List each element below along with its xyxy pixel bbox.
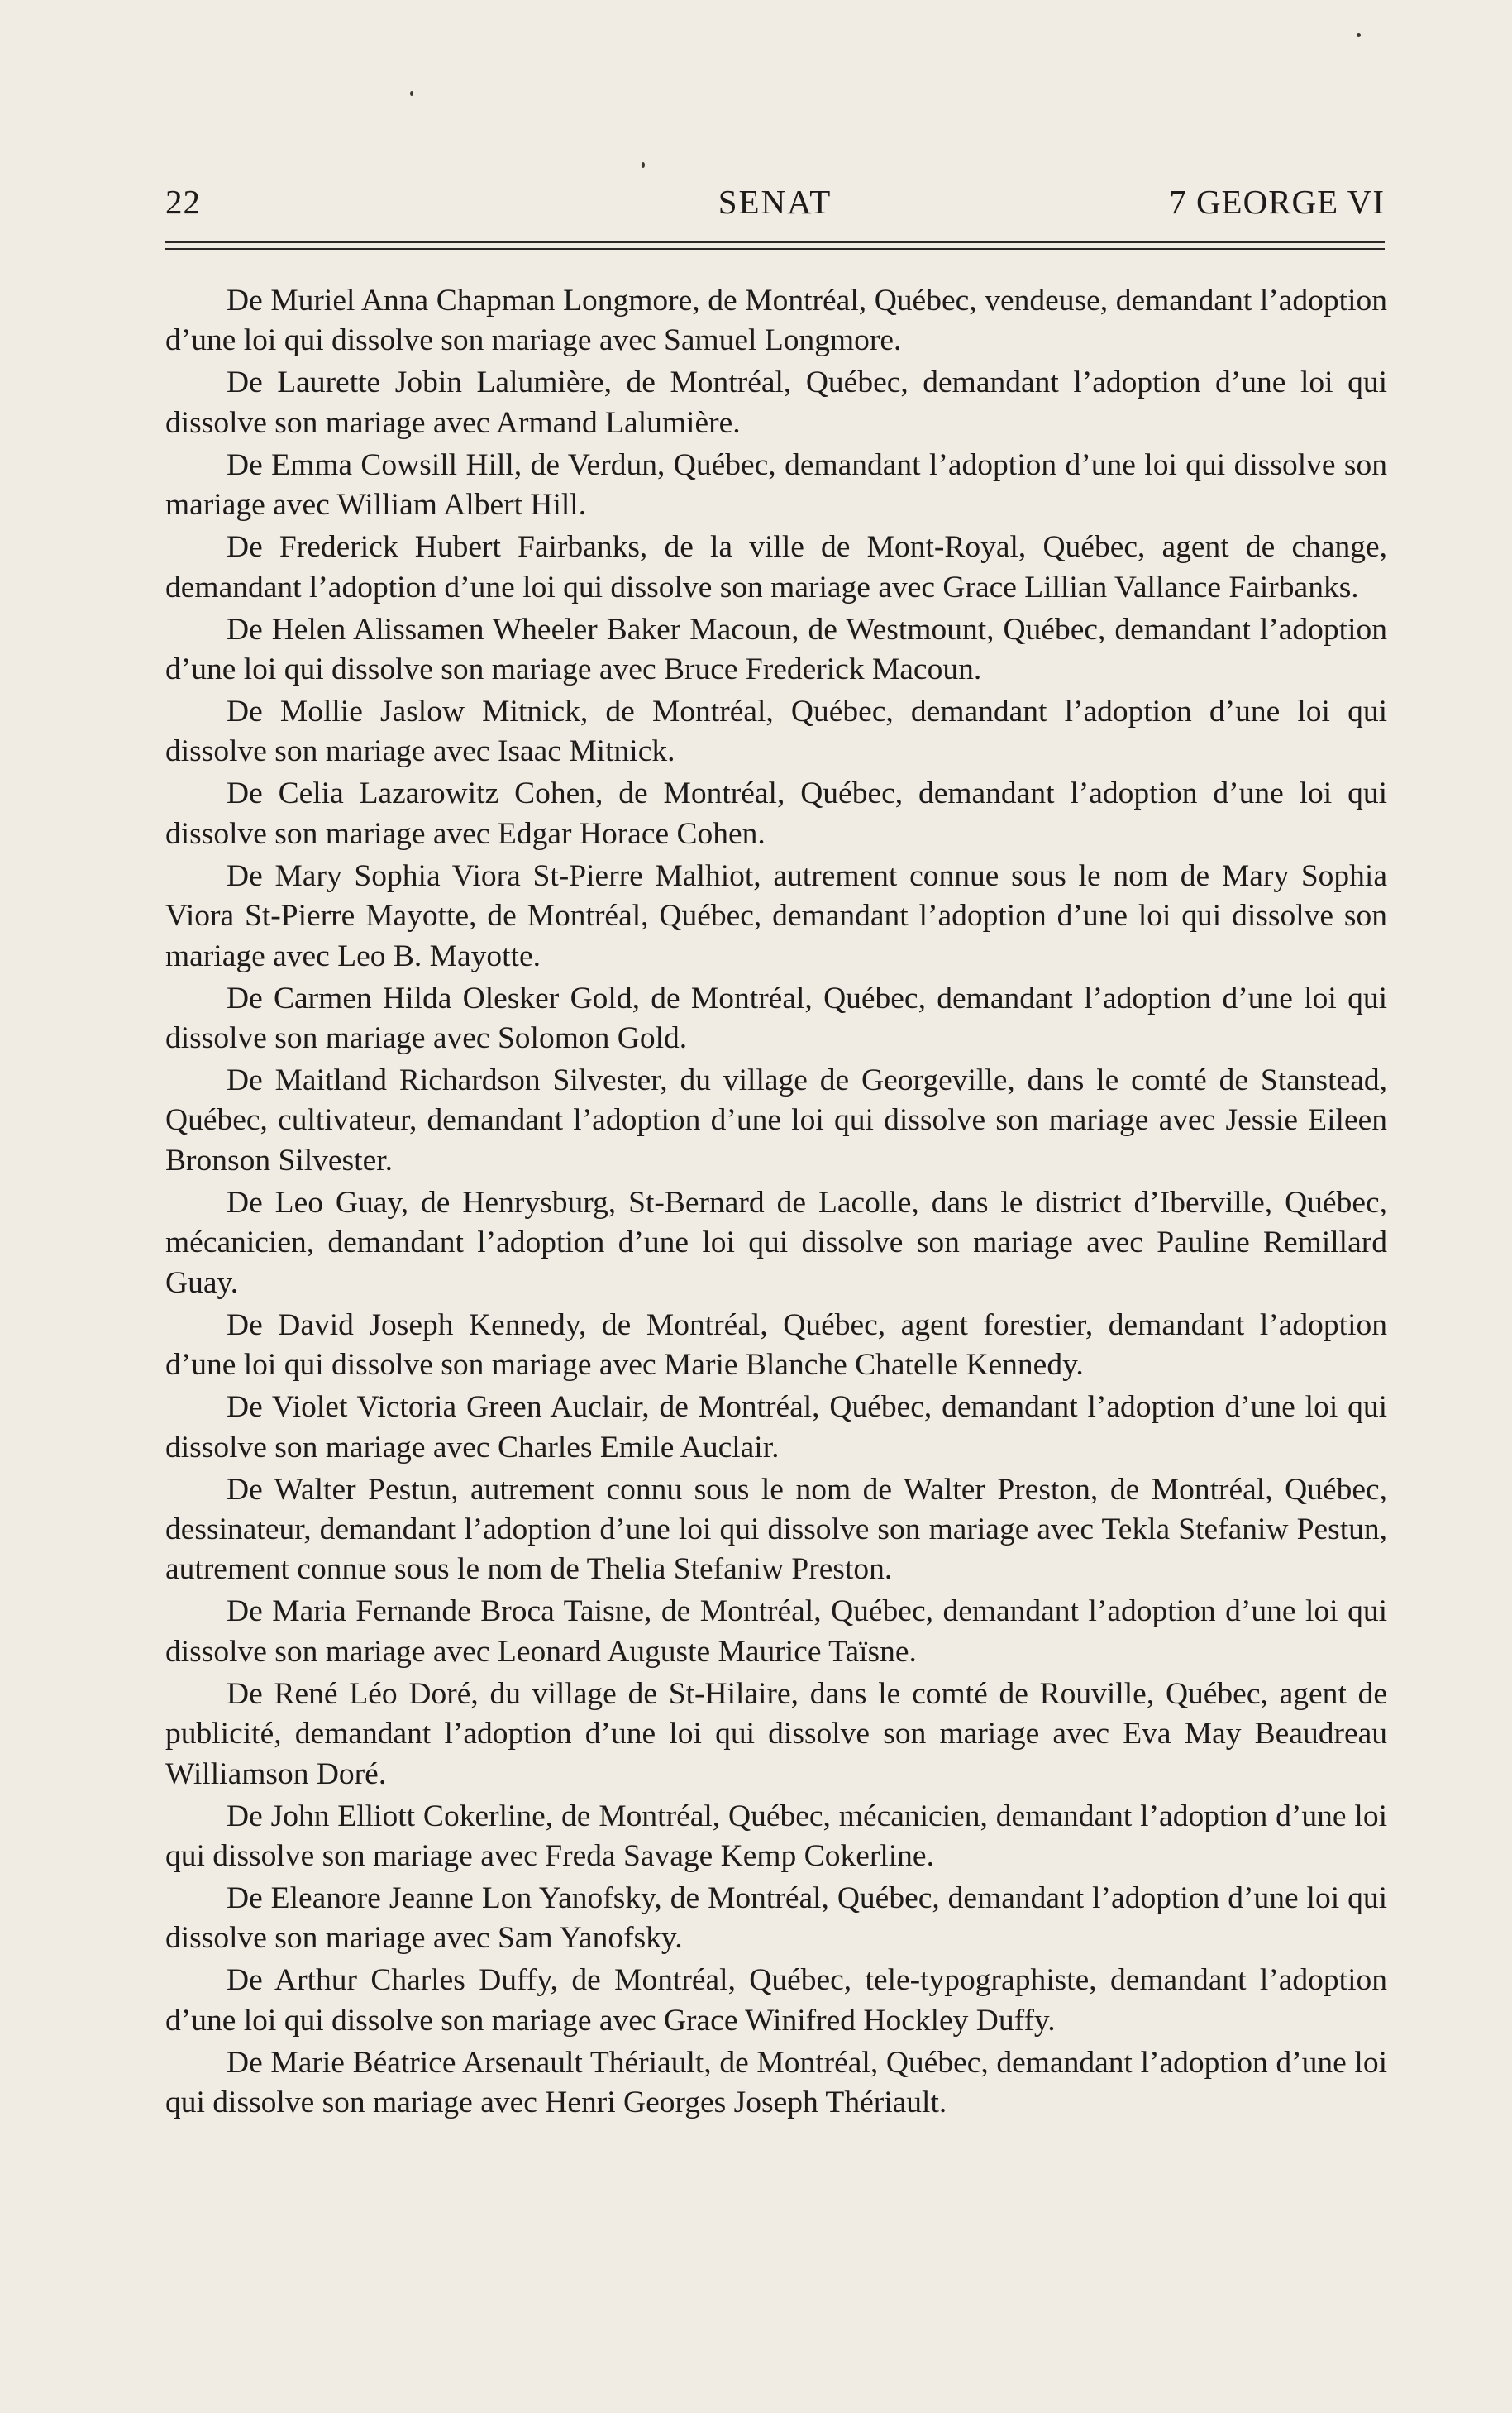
petition-entry: De Frederick Hubert Fairbanks, de la ville de Mont-Royal, Québec, agent de change, demandant l’adoption d’une loi qui dissolve son mariage avec Grace Lillian Vallance Fairbanks. xyxy=(165,530,1387,604)
petition-entry: De John Elliott Cokerline, de Montréal, Québec, mécanicien, demandant l’adoption d’une loi qui dissolve son mariage avec Freda Savage Kemp Cokerline. xyxy=(165,1799,1387,1873)
petition-entry: De Mary Sophia Viora St-Pierre Malhiot, autrement connue sous le nom de Mary Sophia Viora St-Pierre Mayotte, de Montréal, Québec, demandant l’adoption d’une loi qui dissolve son mariage avec Leo B. Mayotte. xyxy=(165,858,1387,973)
petition-entry: De Emma Cowsill Hill, de Verdun, Québec, demandant l’adoption d’une loi qui dissolve son mariage avec William Albert Hill. xyxy=(165,447,1387,523)
petition-entry: De Carmen Hilda Olesker Gold, de Montréal, Québec, demandant l’adoption d’une loi qui dissolve son mariage avec Solomon Gold. xyxy=(165,981,1387,1056)
section-title: SENAT xyxy=(718,183,832,221)
header-rule-top xyxy=(165,241,1385,243)
petition-entry: De Arthur Charles Duffy, de Montréal, Québec, tele-typographiste, demandant l’adoption d’une loi qui dissolve son mariage avec Grace Winifred Hockley Duffy. xyxy=(165,1963,1387,2038)
petition-entry: De Violet Victoria Green Auclair, de Montréal, Québec, demandant l’adoption d’une loi qui dissolve son mariage avec Charles Emile Auclair. xyxy=(165,1390,1387,1465)
regnal-year: 7 GEORGE VI xyxy=(1169,183,1385,221)
petition-entry: De Eleanore Jeanne Lon Yanofsky, de Montréal, Québec, demandant l’adoption d’une loi qui dissolve son mariage avec Sam Yanofsky. xyxy=(165,1880,1387,1956)
petition-entry: De Leo Guay, de Henrysburg, St-Bernard de Lacolle, dans le district d’Iberville, Québec, mécanicien, demandant l’adoption d’une loi qui dissolve son mariage avec Pauline Remillard Guay. xyxy=(165,1185,1387,1300)
print-speck xyxy=(410,91,413,96)
petition-entry: De Maitland Richardson Silvester, du village de Georgeville, dans le comté de Stanstead, Québec, cultivateur, demandant l’adoption d’une loi qui dissolve son mariage avec Jessie Eileen Bronson Silvester. xyxy=(165,1063,1387,1178)
petition-entry: De Muriel Anna Chapman Longmore, de Montréal, Québec, vendeuse, demandant l’adoption d’une loi qui dissolve son mariage avec Samuel Longmore. xyxy=(165,284,1387,358)
header-rule-bottom xyxy=(165,248,1385,250)
print-speck xyxy=(642,162,645,168)
petition-entry: De Maria Fernande Broca Taisne, de Montréal, Québec, demandant l’adoption d’une loi qui dissolve son mariage avec Leonard Auguste Maurice Taïsne. xyxy=(165,1594,1387,1669)
petition-entry: De Laurette Jobin Lalumière, de Montréal, Québec, demandant l’adoption d’une loi qui dissolve son mariage avec Armand Lalumière. xyxy=(165,366,1387,440)
petition-entry: De Walter Pestun, autrement connu sous le nom de Walter Preston, de Montréal, Québec, dessinateur, demandant l’adoption d’une loi qui dissolve son mariage avec Tekla Stefaniw Pestun, autrement connue sous le nom de Thelia Stefaniw Preston. xyxy=(165,1472,1387,1587)
page-header xyxy=(165,177,1385,227)
petition-entry: De Mollie Jaslow Mitnick, de Montréal, Québec, demandant l’adoption d’une loi qui dissolve son mariage avec Isaac Mitnick. xyxy=(165,695,1387,769)
petition-entry: De Helen Alissamen Wheeler Baker Macoun, de Westmount, Québec, demandant l’adoption d’une loi qui dissolve son mariage avec Bruce Frederick Macoun. xyxy=(165,612,1387,687)
petition-list xyxy=(165,281,1387,2125)
petition-entry: De Marie Béatrice Arsenault Thériault, de Montréal, Québec, demandant l’adoption d’une loi qui dissolve son mariage avec Henri Georges Joseph Thériault. xyxy=(165,2045,1387,2120)
petition-entry: De René Léo Doré, du village de St-Hilaire, dans le comté de Rouville, Québec, agent de publicité, demandant l’adoption d’une loi qui dissolve son mariage avec Eva May Beaudreau Williamson Doré. xyxy=(165,1676,1387,1791)
print-speck xyxy=(1357,33,1361,37)
petition-entry: De David Joseph Kennedy, de Montréal, Québec, agent forestier, demandant l’adoption d’une loi qui dissolve son mariage avec Marie Blanche Chatelle Kennedy. xyxy=(165,1307,1387,1383)
page-number: 22 xyxy=(165,183,201,221)
petition-entry: De Celia Lazarowitz Cohen, de Montréal, Québec, demandant l’adoption d’une loi qui dissolve son mariage avec Edgar Horace Cohen. xyxy=(165,776,1387,851)
